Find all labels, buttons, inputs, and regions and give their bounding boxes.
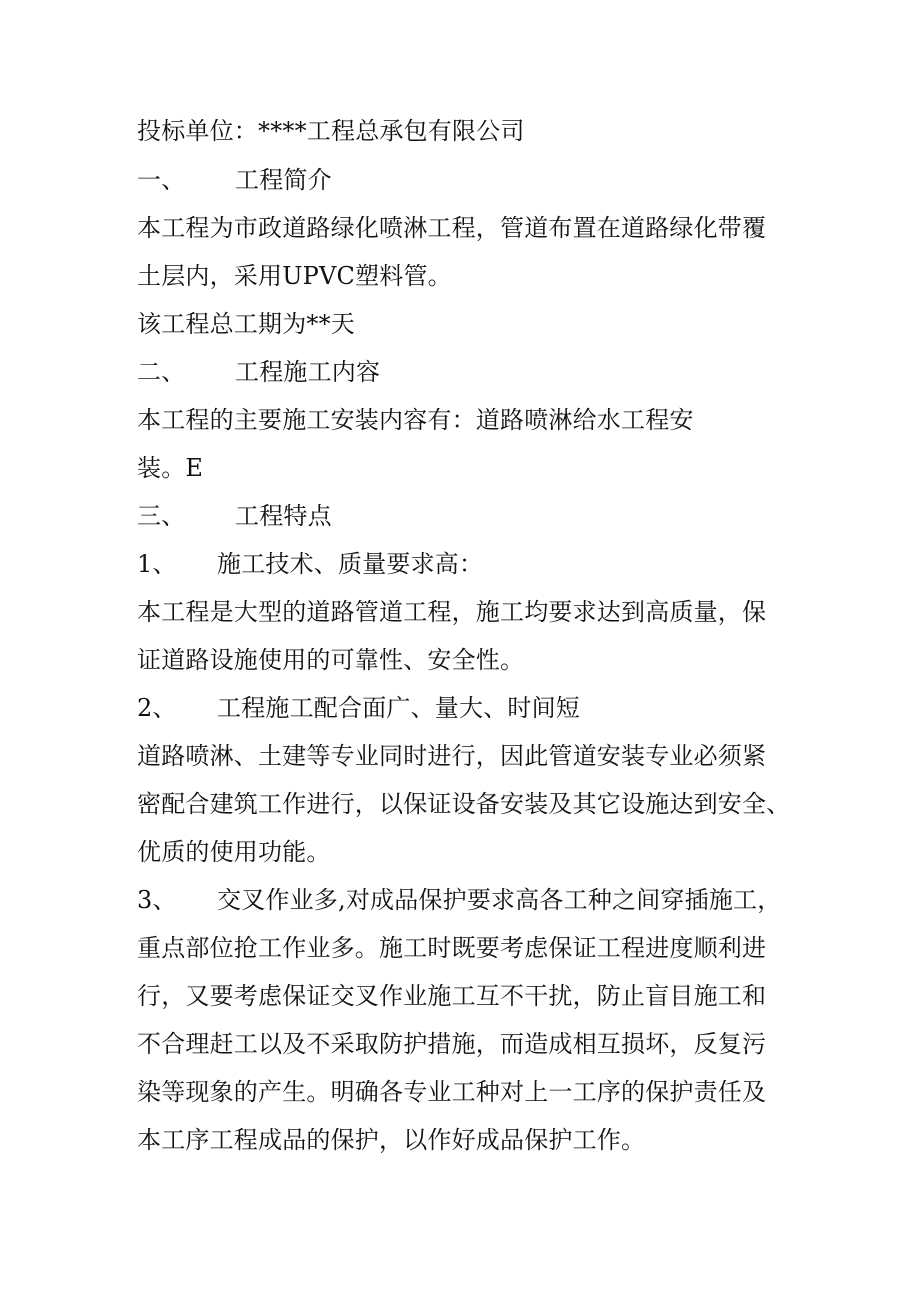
paragraph-line: 本工程的主要施工安装内容有：道路喷淋给水工程安 (137, 406, 694, 434)
paragraph-line: 道路喷淋、土建等专业同时进行，因此管道安装专业必须紧 (137, 742, 767, 770)
item-heading (137, 885, 781, 915)
section-number: 二、 (137, 358, 186, 386)
paragraph-line: 染等现象的产生。明确各专业工种对上一工序的保护责任及 (137, 1078, 767, 1106)
paragraph-line: 重点部位抢工作业多。施工时既要考虑保证工程进度顺利进 (137, 934, 767, 962)
item-number: 3、 (137, 886, 177, 914)
paragraph-line: 土层内，采用UPVC塑料管。 (137, 262, 452, 290)
item-title: 工程施工配合面广、量大、时间短 (217, 694, 580, 722)
item-number: 1、 (137, 550, 177, 578)
item-heading (137, 549, 483, 579)
paragraph-line: 本工序工程成品的保护，以作好成品保护工作。 (137, 1126, 646, 1154)
paragraph-line: 本工程是大型的道路管道工程，施工均要求达到高质量，保 (137, 598, 767, 626)
paragraph-line: 证道路设施使用的可靠性、安全性。 (137, 646, 525, 674)
section-heading (137, 501, 332, 531)
section-title: 工程特点 (235, 502, 332, 530)
section-heading (137, 357, 380, 387)
paragraph-line: 该工程总工期为**天 (137, 310, 355, 338)
bidder-line: 投标单位：****工程总承包有限公司 (137, 117, 525, 145)
section-number: 一、 (137, 166, 186, 194)
item-number: 2、 (137, 694, 177, 722)
item-heading (137, 693, 580, 723)
paragraph-line: 本工程为市政道路绿化喷淋工程，管道布置在道路绿化带覆 (137, 214, 767, 242)
section-title: 工程简介 (235, 166, 332, 194)
paragraph-line: 密配合建筑工作进行，以保证设备安装及其它设施达到安全、 (137, 790, 791, 818)
section-heading (137, 165, 332, 195)
section-title: 工程施工内容 (235, 358, 381, 386)
section-number: 三、 (137, 502, 186, 530)
paragraph-line: 不合理赶工以及不采取防护措施，而造成相互损坏，反复污 (137, 1030, 767, 1058)
item-title: 交叉作业多,对成品保护要求高各工种之间穿插施工， (217, 886, 782, 914)
paragraph-line: 行，又要考虑保证交叉作业施工互不干扰，防止盲目施工和 (137, 982, 767, 1010)
paragraph-line: 优质的使用功能。 (137, 838, 331, 866)
item-title: 施工技术、质量要求高： (217, 550, 484, 578)
paragraph-line: 装。E (137, 454, 204, 482)
